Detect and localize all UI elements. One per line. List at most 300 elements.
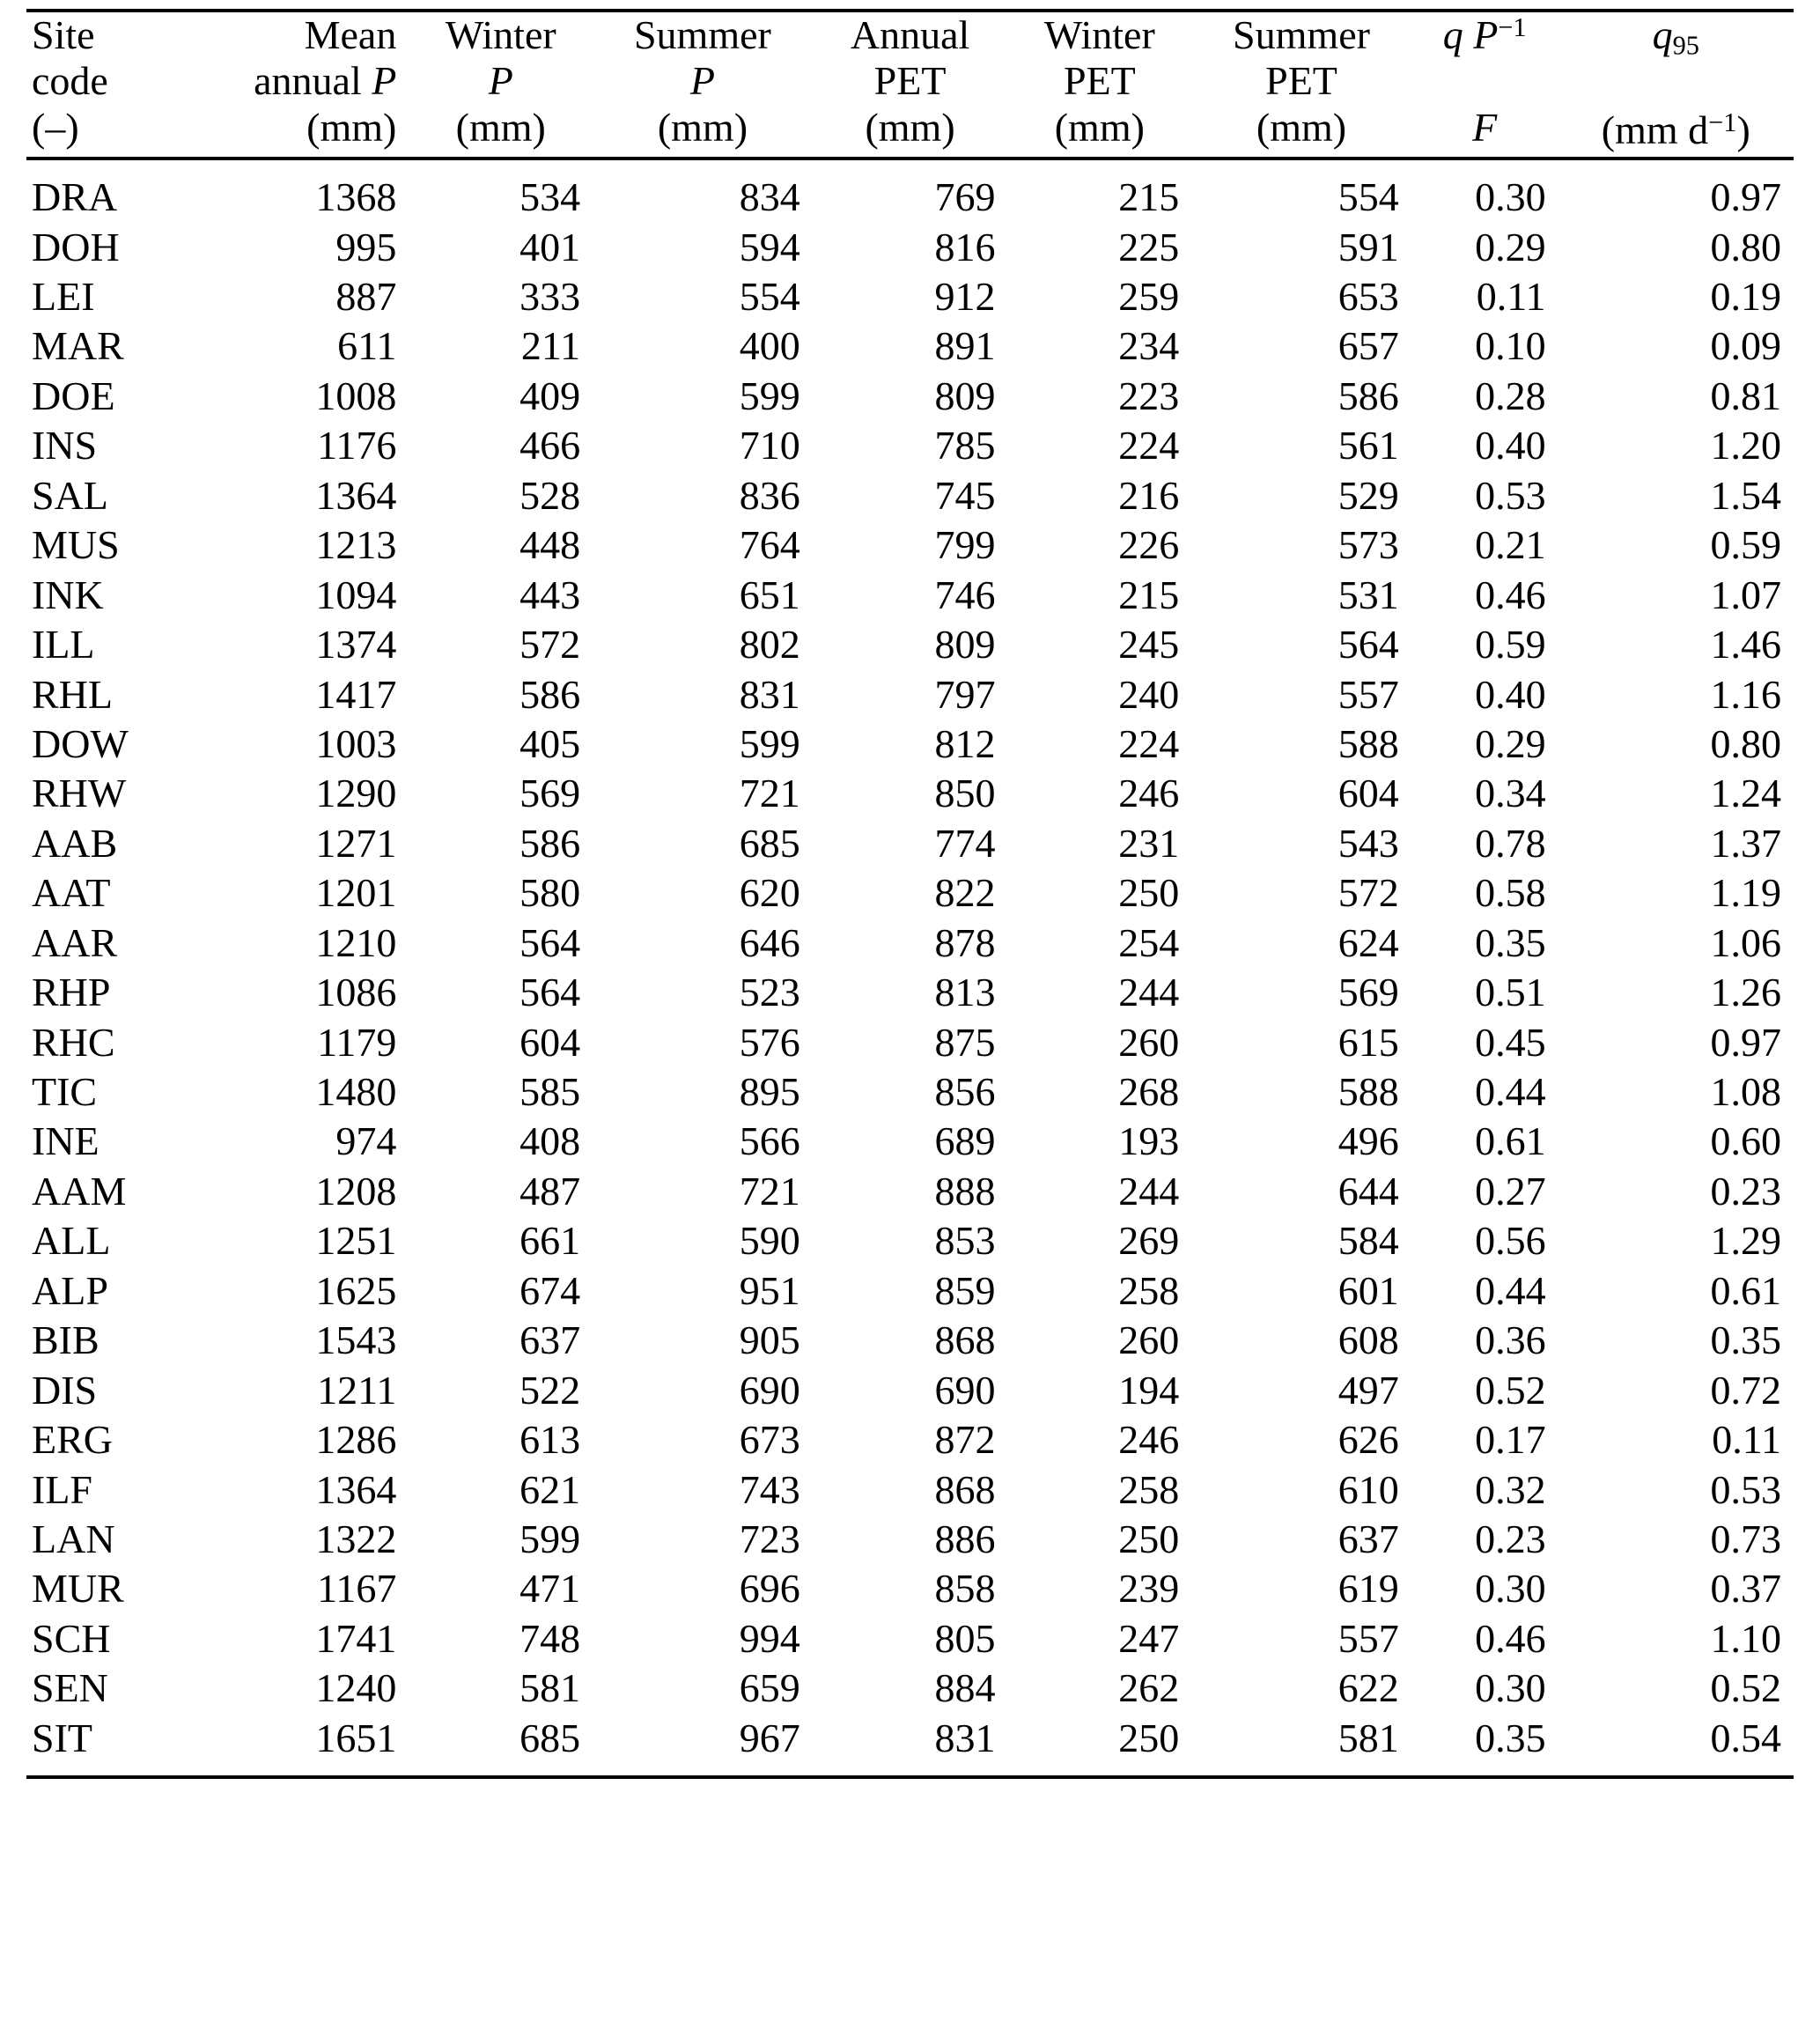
data-cell: 224 <box>1118 423 1180 469</box>
data-cell: 245 <box>1118 622 1180 668</box>
header-line: (mm) <box>865 104 955 150</box>
data-cell: 1.54 <box>1710 472 1781 518</box>
data-cell: 0.17 <box>1475 1417 1546 1463</box>
data-cell: 1094 <box>315 572 397 617</box>
data-cell: 581 <box>519 1665 581 1711</box>
data-cell: 637 <box>519 1317 581 1363</box>
table-row <box>26 719 1794 769</box>
data-cell: 653 <box>1337 274 1399 320</box>
data-cell: 585 <box>519 1069 581 1115</box>
data-cell: 1.19 <box>1710 870 1781 916</box>
data-cell: 721 <box>739 771 800 816</box>
data-cell: 875 <box>934 1019 996 1065</box>
data-cell: 564 <box>519 919 581 965</box>
header-line: PET <box>873 58 947 104</box>
data-cell: 1213 <box>315 522 397 568</box>
table-row <box>26 1465 1794 1515</box>
data-cell: 401 <box>519 224 581 269</box>
table-row <box>26 372 1794 421</box>
data-cell: 1.06 <box>1710 919 1781 965</box>
data-cell: 258 <box>1118 1267 1180 1313</box>
header-line: (mm $d^{-1}$) <box>1601 107 1750 152</box>
data-cell: 1625 <box>315 1267 397 1313</box>
data-cell: 599 <box>519 1516 581 1561</box>
site-code-cell: RHW <box>32 771 127 816</box>
data-cell: 0.37 <box>1710 1566 1781 1612</box>
site-code-cell: RHC <box>32 1019 115 1065</box>
site-code-cell: RHL <box>32 671 113 717</box>
header-line <box>1424 58 1546 104</box>
data-cell: 224 <box>1118 720 1180 766</box>
data-cell: 1.08 <box>1710 1069 1781 1115</box>
data-cell: 0.27 <box>1475 1168 1546 1214</box>
data-cell: 657 <box>1337 323 1399 369</box>
table-row <box>26 968 1794 1017</box>
data-cell: 1741 <box>315 1615 397 1661</box>
header-line: (–) <box>32 104 79 150</box>
data-cell: 1179 <box>317 1019 397 1065</box>
data-cell: 1240 <box>315 1665 397 1711</box>
data-cell: 858 <box>934 1566 996 1612</box>
data-cell: 1.24 <box>1710 771 1781 816</box>
data-cell: 685 <box>739 820 800 866</box>
data-cell: 813 <box>934 970 996 1015</box>
data-cell: 409 <box>519 373 581 418</box>
header-runoff-ratio <box>1411 11 1558 157</box>
data-cell: 805 <box>934 1615 996 1661</box>
header-line: Winter <box>1043 12 1155 57</box>
data-cell: 590 <box>739 1218 800 1264</box>
table-row <box>26 1415 1794 1465</box>
table-row <box>26 173 1794 222</box>
table-row <box>26 321 1794 371</box>
data-cell: 269 <box>1118 1218 1180 1264</box>
header-annual-pet <box>813 11 1008 157</box>
site-code-cell: INE <box>32 1118 99 1164</box>
data-cell: 0.97 <box>1710 1019 1781 1065</box>
data-cell: 1651 <box>315 1715 397 1760</box>
table-row <box>26 520 1794 570</box>
site-code-cell: DIS <box>32 1367 98 1413</box>
data-cell: 569 <box>1337 970 1399 1015</box>
header-line: annual P <box>254 58 397 104</box>
data-cell: 644 <box>1337 1168 1399 1214</box>
header-line: (mm) <box>306 104 397 150</box>
data-cell: 240 <box>1118 671 1180 717</box>
data-cell: 659 <box>739 1665 800 1711</box>
data-cell: 586 <box>519 671 581 717</box>
header-mean-annual-p <box>181 11 409 157</box>
data-cell: 994 <box>739 1615 800 1661</box>
table-row <box>26 471 1794 520</box>
data-cell: 0.80 <box>1710 224 1781 269</box>
data-cell: 809 <box>934 373 996 418</box>
table-row <box>26 1664 1794 1713</box>
site-code-cell: INK <box>32 572 104 617</box>
data-cell: 895 <box>739 1069 800 1115</box>
data-cell: 247 <box>1118 1615 1180 1661</box>
site-code-cell: MUR <box>32 1566 124 1612</box>
data-cell: 0.58 <box>1475 870 1546 916</box>
data-cell: 615 <box>1337 1019 1399 1065</box>
table-header <box>26 11 1794 173</box>
data-cell: 1290 <box>315 771 397 816</box>
data-cell: 573 <box>1337 522 1399 568</box>
header-winter-pet <box>1007 11 1191 157</box>
data-cell: 1.10 <box>1710 1615 1781 1661</box>
data-cell: 1271 <box>315 820 397 866</box>
data-cell: 690 <box>934 1367 996 1413</box>
data-cell: 0.61 <box>1710 1267 1781 1313</box>
data-cell: 1201 <box>315 870 397 916</box>
data-cell: 886 <box>934 1516 996 1561</box>
data-cell: 246 <box>1118 1417 1180 1463</box>
data-cell: 250 <box>1118 1516 1180 1561</box>
data-cell: 888 <box>934 1168 996 1214</box>
site-code-cell: SIT <box>32 1715 92 1760</box>
table-row <box>26 272 1794 321</box>
data-cell: 262 <box>1118 1665 1180 1711</box>
data-cell: 566 <box>739 1118 800 1164</box>
site-code-cell: ERG <box>32 1417 113 1463</box>
data-cell: 1008 <box>315 373 397 418</box>
data-cell: 564 <box>1337 622 1399 668</box>
data-cell: 239 <box>1118 1566 1180 1612</box>
table-row <box>26 1167 1794 1216</box>
data-cell: 620 <box>739 870 800 916</box>
data-cell: 0.51 <box>1475 970 1546 1015</box>
header-line: Winter <box>445 12 556 57</box>
header-spacer <box>26 159 1794 173</box>
data-cell: 405 <box>519 720 581 766</box>
data-cell: 884 <box>934 1665 996 1711</box>
data-cell: 1210 <box>315 919 397 965</box>
data-cell: 0.36 <box>1475 1317 1546 1363</box>
table-row <box>26 1714 1794 1763</box>
data-cell: 619 <box>1337 1566 1399 1612</box>
data-cell: 557 <box>1337 1615 1399 1661</box>
data-cell: 244 <box>1118 1168 1180 1214</box>
site-code-cell: ALL <box>32 1218 111 1264</box>
data-cell: 622 <box>1337 1665 1399 1711</box>
data-cell: 1286 <box>315 1417 397 1463</box>
data-cell: 0.78 <box>1475 820 1546 866</box>
data-cell: 1.16 <box>1710 671 1781 717</box>
site-code-cell: AAT <box>32 870 111 916</box>
table-footer <box>26 1763 1794 1779</box>
table-row <box>26 769 1794 818</box>
data-cell: 689 <box>934 1118 996 1164</box>
data-cell: 215 <box>1118 174 1180 220</box>
data-cell: 0.35 <box>1475 1715 1546 1760</box>
data-cell: 878 <box>934 919 996 965</box>
data-cell: 543 <box>1337 820 1399 866</box>
data-cell: 0.81 <box>1710 373 1781 418</box>
data-cell: 0.30 <box>1475 1665 1546 1711</box>
data-cell: 193 <box>1118 1118 1180 1164</box>
header-winter-p <box>409 11 593 157</box>
data-cell: 723 <box>739 1516 800 1561</box>
data-cell: 523 <box>739 970 800 1015</box>
data-cell: 1374 <box>315 622 397 668</box>
data-cell: 226 <box>1118 522 1180 568</box>
header-line: Annual <box>850 12 970 57</box>
data-cell: 0.60 <box>1710 1118 1781 1164</box>
header-line <box>1571 61 1781 107</box>
site-code-cell: DRA <box>32 174 118 220</box>
data-cell: 0.29 <box>1475 224 1546 269</box>
data-cell: 557 <box>1337 671 1399 717</box>
data-cell: 0.59 <box>1475 622 1546 668</box>
data-cell: 743 <box>739 1466 800 1512</box>
site-code-cell: DOW <box>32 720 129 766</box>
data-cell: 0.40 <box>1475 671 1546 717</box>
data-cell: 400 <box>739 323 800 369</box>
table-row <box>26 1515 1794 1564</box>
spacer <box>26 159 1794 173</box>
data-cell: 576 <box>739 1019 800 1065</box>
data-cell: 581 <box>1337 1715 1399 1760</box>
data-cell: 1167 <box>317 1566 397 1612</box>
data-cell: 0.23 <box>1710 1168 1781 1214</box>
data-cell: 0.21 <box>1475 522 1546 568</box>
data-cell: 211 <box>520 323 581 369</box>
data-cell: 259 <box>1118 274 1180 320</box>
header-line: P <box>689 58 715 104</box>
data-cell: 1251 <box>315 1218 397 1264</box>
site-code-cell: AAR <box>32 919 118 965</box>
data-cell: 799 <box>934 522 996 568</box>
data-cell: 569 <box>519 771 581 816</box>
data-cell: 1086 <box>315 970 397 1015</box>
site-code-cell: RHP <box>32 970 111 1015</box>
data-cell: 621 <box>519 1466 581 1512</box>
data-cell: 0.53 <box>1475 472 1546 518</box>
data-cell: 0.40 <box>1475 423 1546 469</box>
table-row <box>26 1216 1794 1265</box>
data-cell: 611 <box>337 323 397 369</box>
data-cell: 872 <box>934 1417 996 1463</box>
data-cell: 591 <box>1337 224 1399 269</box>
data-cell: 0.35 <box>1710 1317 1781 1363</box>
data-cell: 1176 <box>317 423 397 469</box>
site-code-cell: SAL <box>32 472 108 518</box>
data-cell: 0.45 <box>1475 1019 1546 1065</box>
data-cell: 260 <box>1118 1317 1180 1363</box>
header-summer-pet <box>1191 11 1411 157</box>
data-cell: 745 <box>934 472 996 518</box>
header-line: Mean <box>304 12 397 57</box>
header-summer-p <box>593 11 813 157</box>
header-line: code <box>32 58 108 104</box>
data-cell: 831 <box>739 671 800 717</box>
data-cell: 1364 <box>315 1466 397 1512</box>
table-row <box>26 1117 1794 1166</box>
site-code-cell: LAN <box>32 1516 115 1561</box>
data-cell: 1211 <box>317 1367 397 1413</box>
data-cell: 588 <box>1337 720 1399 766</box>
data-cell: 887 <box>335 274 397 320</box>
data-cell: 529 <box>1337 472 1399 518</box>
data-cell: 561 <box>1337 423 1399 469</box>
table-row <box>26 1067 1794 1117</box>
header-line: PET <box>1265 58 1337 104</box>
table-row <box>26 571 1794 620</box>
data-cell: 497 <box>1337 1367 1399 1413</box>
data-cell: 853 <box>934 1218 996 1264</box>
header-line: Summer <box>1233 12 1370 57</box>
header-line: $q_{95}$ <box>1652 12 1699 61</box>
data-cell: 685 <box>519 1715 581 1760</box>
site-code-cell: INS <box>32 423 98 469</box>
data-cell: 572 <box>519 622 581 668</box>
data-cell: 604 <box>519 1019 581 1065</box>
data-cell: 0.73 <box>1710 1516 1781 1561</box>
data-cell: 0.52 <box>1475 1367 1546 1413</box>
data-cell: 1.07 <box>1710 572 1781 617</box>
data-cell: 764 <box>739 522 800 568</box>
data-cell: 1.37 <box>1710 820 1781 866</box>
data-cell: 0.80 <box>1710 720 1781 766</box>
data-cell: 0.56 <box>1475 1218 1546 1264</box>
data-cell: 487 <box>519 1168 581 1214</box>
data-cell: 696 <box>739 1566 800 1612</box>
data-cell: 0.59 <box>1710 522 1781 568</box>
data-cell: 250 <box>1118 870 1180 916</box>
data-cell: 1.29 <box>1710 1218 1781 1264</box>
header-site-code <box>26 11 181 157</box>
data-cell: 0.29 <box>1475 720 1546 766</box>
data-cell: 774 <box>934 820 996 866</box>
data-cell: 531 <box>1337 572 1399 617</box>
data-cell: 244 <box>1118 970 1180 1015</box>
data-cell: 610 <box>1337 1466 1399 1512</box>
data-cell: 0.28 <box>1475 373 1546 418</box>
data-cell: 496 <box>1337 1118 1399 1164</box>
data-cell: 1417 <box>315 671 397 717</box>
data-cell: 816 <box>934 224 996 269</box>
data-cell: 534 <box>519 174 581 220</box>
data-cell: 0.44 <box>1475 1267 1546 1313</box>
data-cell: 234 <box>1118 323 1180 369</box>
data-cell: 850 <box>934 771 996 816</box>
header-line: F <box>1472 104 1498 150</box>
data-cell: 194 <box>1118 1367 1180 1413</box>
bottom-rule <box>26 1777 1794 1779</box>
data-cell: 809 <box>934 622 996 668</box>
data-cell: 721 <box>739 1168 800 1214</box>
table-row <box>26 223 1794 272</box>
header-line: P <box>488 58 513 104</box>
data-cell: 601 <box>1337 1267 1399 1313</box>
data-cell: 0.19 <box>1710 274 1781 320</box>
data-cell: 254 <box>1118 919 1180 965</box>
data-cell: 223 <box>1118 373 1180 418</box>
table-body <box>26 173 1794 1763</box>
data-cell: 0.11 <box>1712 1417 1781 1463</box>
data-cell: 522 <box>519 1367 581 1413</box>
header-row <box>26 11 1794 157</box>
site-code-cell: MUS <box>32 522 120 568</box>
data-cell: 599 <box>739 720 800 766</box>
data-cell: 831 <box>934 1715 996 1760</box>
table-row <box>26 819 1794 868</box>
data-cell: 580 <box>519 870 581 916</box>
data-cell: 216 <box>1118 472 1180 518</box>
data-cell: 564 <box>519 970 581 1015</box>
data-cell: 258 <box>1118 1466 1180 1512</box>
data-cell: 905 <box>739 1317 800 1363</box>
data-cell: 748 <box>519 1615 581 1661</box>
table-row <box>26 1018 1794 1067</box>
data-cell: 1480 <box>315 1069 397 1115</box>
header-line: (mm) <box>455 104 546 150</box>
data-cell: 0.44 <box>1475 1069 1546 1115</box>
site-code-cell: DOE <box>32 373 115 418</box>
data-cell: 746 <box>934 572 996 617</box>
header-line: (mm) <box>1256 104 1347 150</box>
data-cell: 0.32 <box>1475 1466 1546 1512</box>
data-cell: 471 <box>519 1566 581 1612</box>
site-code-cell: ALP <box>32 1267 108 1313</box>
site-code-cell: DOH <box>32 224 120 269</box>
data-cell: 0.35 <box>1475 919 1546 965</box>
header-line: Summer <box>633 12 771 57</box>
data-cell: 0.30 <box>1475 1566 1546 1612</box>
table-row <box>26 868 1794 918</box>
data-cell: 769 <box>934 174 996 220</box>
data-cell: 0.53 <box>1710 1466 1781 1512</box>
data-cell: 443 <box>519 572 581 617</box>
data-cell: 586 <box>519 820 581 866</box>
data-cell: 584 <box>1337 1218 1399 1264</box>
data-cell: 1.20 <box>1710 423 1781 469</box>
table-row <box>26 919 1794 968</box>
header-q95 <box>1558 11 1794 157</box>
data-cell: 599 <box>739 373 800 418</box>
header-line: (mm) <box>657 104 748 150</box>
data-cell: 710 <box>739 423 800 469</box>
data-cell: 0.97 <box>1710 174 1781 220</box>
data-cell: 797 <box>934 671 996 717</box>
data-cell: 231 <box>1118 820 1180 866</box>
data-cell: 1543 <box>315 1317 397 1363</box>
data-cell: 812 <box>934 720 996 766</box>
data-cell: 0.52 <box>1710 1665 1781 1711</box>
footer-spacer <box>26 1763 1794 1777</box>
data-cell: 856 <box>934 1069 996 1115</box>
data-cell: 951 <box>739 1267 800 1313</box>
table-row <box>26 1614 1794 1664</box>
data-cell: 912 <box>934 274 996 320</box>
site-code-cell: SCH <box>32 1615 111 1661</box>
data-cell: 225 <box>1118 224 1180 269</box>
data-cell: 554 <box>1337 174 1399 220</box>
table-row <box>26 421 1794 470</box>
data-cell: 626 <box>1337 1417 1399 1463</box>
site-code-cell: ILL <box>32 622 95 668</box>
site-code-cell: AAM <box>32 1168 127 1214</box>
data-cell: 333 <box>519 274 581 320</box>
site-code-cell: LEI <box>32 274 95 320</box>
data-cell: 448 <box>519 522 581 568</box>
data-cell: 868 <box>934 1317 996 1363</box>
data-cell: 822 <box>934 870 996 916</box>
data-cell: 246 <box>1118 771 1180 816</box>
header-line: Site <box>32 12 95 57</box>
site-code-cell: AAB <box>32 820 118 866</box>
data-cell: 995 <box>335 224 397 269</box>
